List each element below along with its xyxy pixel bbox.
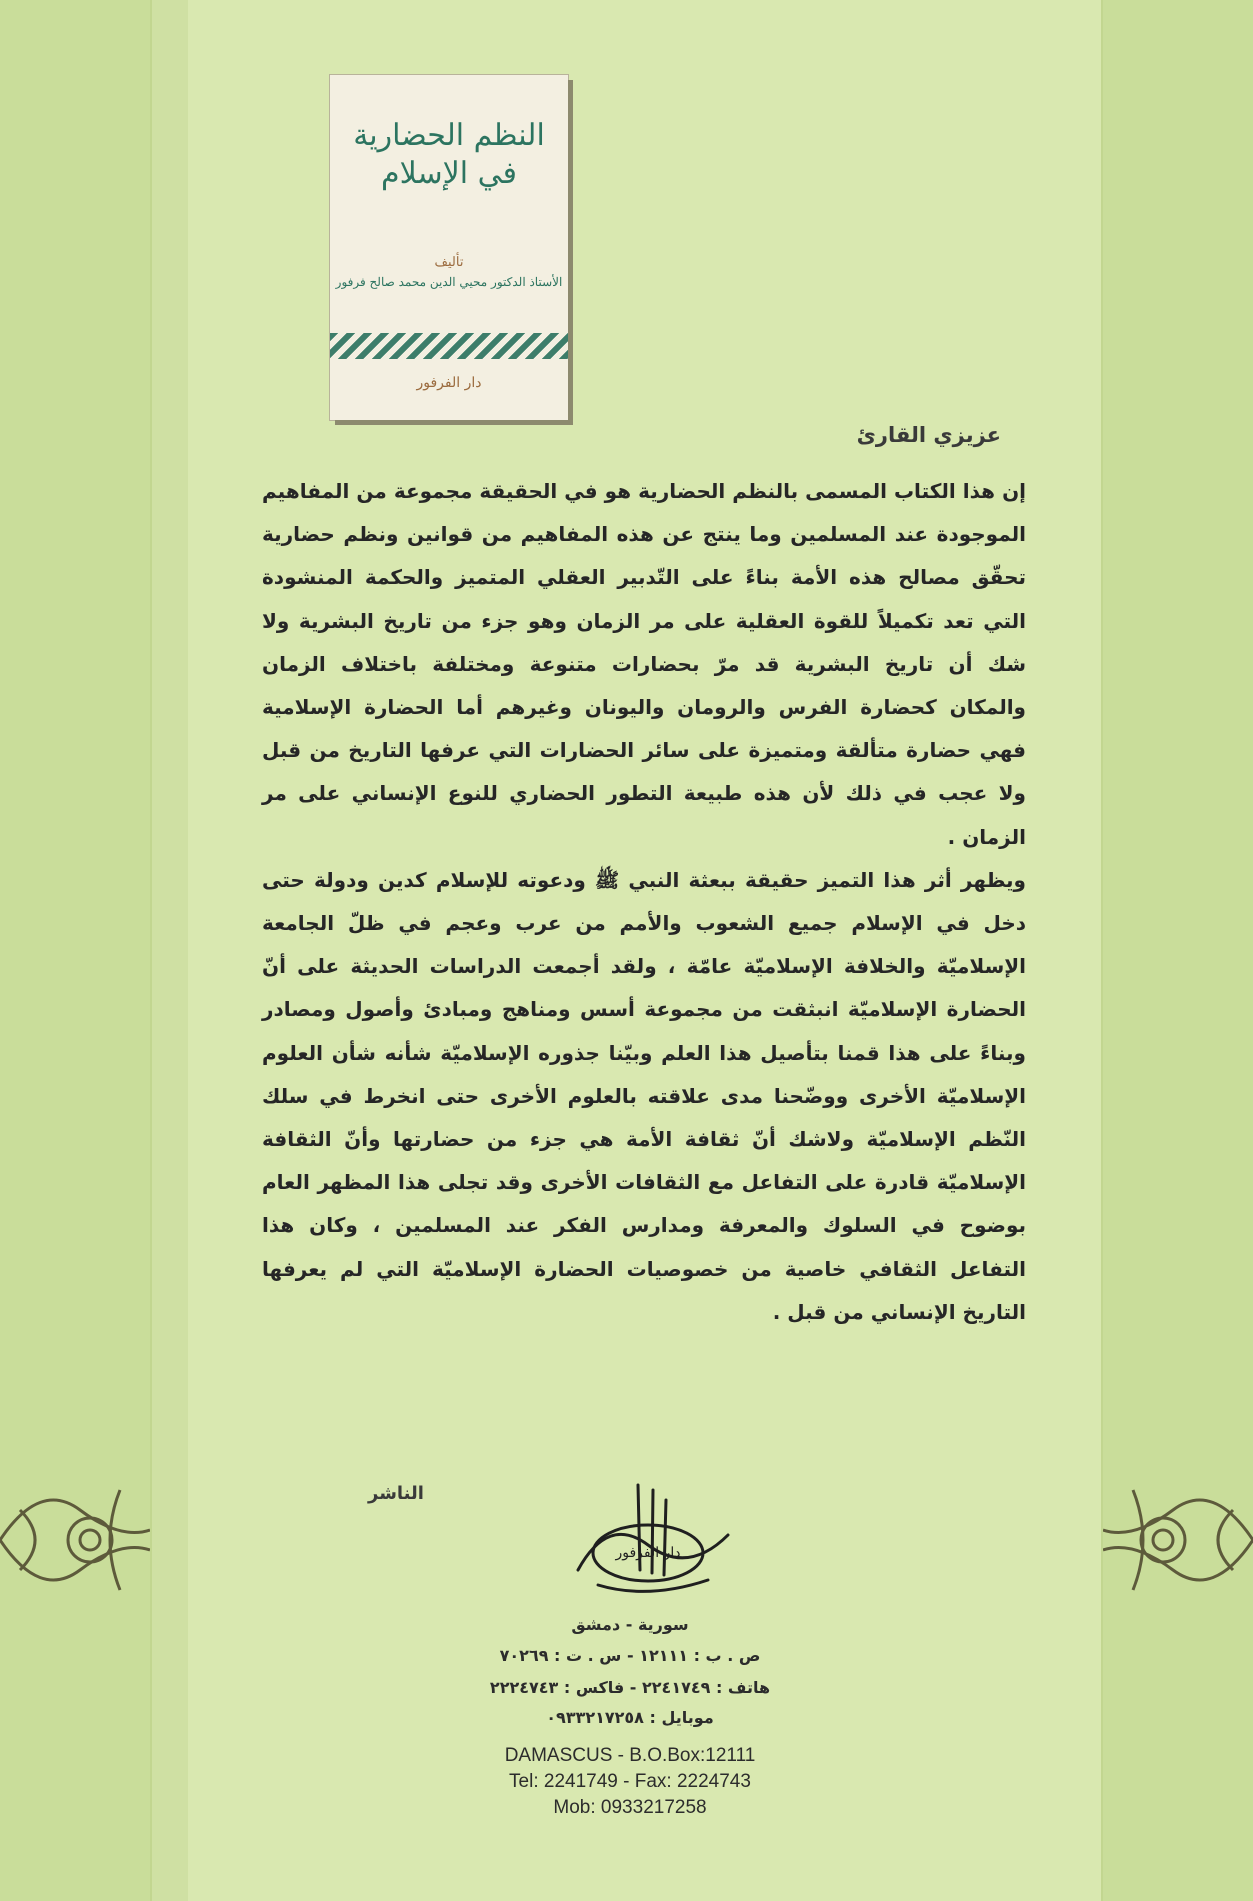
contact-mobile: موبايل : ٠٩٣٣٢١٧٢٥٨ [546, 1708, 714, 1727]
signature-text: دار الفرفور [615, 1545, 681, 1561]
publisher-signature-icon [548, 1475, 748, 1605]
paragraph-2: ويظهر أثر هذا التميز حقيقة ببعثة النبي ﷺ ودعوته للإسلام كدين ودولة حتى دخل في الإسلام جميع الشعوب والأمم من عرب وعجم في ظلّ الجامعة الإسلاميّة والخلافة الإسلاميّة عامّة ، ولقد أجمعت الدراسات الحديثة على أنّ الحضارة الإسلاميّة انبثقت من مجموعة أسس ومناهج ومبادئ وأصول ومصادر وبناءً على هذا قمنا بتأصيل هذا العلم وبيّنا جذوره الإسلاميّة شأنه شأن العلوم الإسلاميّة الأخرى ووضّحنا مدى علاقته بالعلوم الأخرى حتى انخرط في سلك النّظم الإسلاميّة ولاشك أنّ ثقافة الأمة هي جزء من حضارتها وأنّ الثقافة الإسلاميّة قادرة على التفاعل مع الثقافات الأخرى وقد تجلى هذا المظهر العام بوضوح في السلوك والمعرفة ومدارس الفكر عند المسلمين ، وكان هذا التفاعل الثقافي خاصية من خصوصيات الحضارة الإسلاميّة التي لم يعرفها التاريخ الإنساني من قبل . [262, 867, 1026, 1324]
book-subtitle: تأليف [434, 255, 464, 270]
right-side-strip [1101, 0, 1253, 1901]
left-ornament-icon [0, 1470, 150, 1610]
left-side-strip [0, 0, 152, 1901]
publisher-label: الناشر [368, 1483, 424, 1504]
contact-en-phone: Tel: 2241749 - Fax: 2224743 [509, 1771, 751, 1792]
contact-phone-fax: هاتف : ٢٢٤١٧٤٩ - فاكس : ٢٢٢٤٧٤٣ [489, 1678, 771, 1697]
right-ornament-icon [1103, 1470, 1253, 1610]
paragraph-1: إن هذا الكتاب المسمى بالنظم الحضارية هو في الحقيقة مجموعة من المفاهيم الموجودة عند المسلمين وما ينتج عن هذه المفاهيم من قوانين ونظم حضارية تحقّق مصالح هذه الأمة بناءً على التّدبير العقلي المتميز والحكمة المنشودة التي تعد تكميلاً للقوة العقلية على مر الزمان وهو جزء من تاريخ البشرية ولا شك أن تاريخ البشرية قد مرّ بحضارات متنوعة ومختلفة باختلاف الزمان والمكان كحضارة الفرس والرومان واليونان وغيرهم أما الحضارة الإسلامية فهي حضارة متألقة ومتميزة على سائر الحضارات التي عرفها التاريخ من قبل ولا عجب في ذلك لأن هذه طبيعة التطور الحضاري للنوع الإنساني على مر الزمان . [262, 479, 1026, 849]
book-ornament-band [330, 333, 568, 359]
book-author: الأستاذ الدكتور محيي الدين محمد صالح فرفور [335, 275, 563, 289]
contact-en-mobile: Mob: 0933217258 [553, 1797, 707, 1818]
greeting-heading: عزيزي القارئ [856, 423, 1001, 447]
book-title: النظم الحضارية في الإسلام [353, 118, 545, 191]
contact-po-box: ص . ب : ١٢١١١ - س . ت : ٧٠٢٦٩ [499, 1646, 761, 1665]
contact-en-address: DAMASCUS - B.O.Box:12111 [504, 1745, 756, 1766]
contact-city: سورية - دمشق [571, 1615, 689, 1634]
body-text [262, 470, 1026, 1334]
book-publisher-logo: دار الفرفور [416, 375, 482, 391]
book-cover-image [330, 75, 568, 420]
